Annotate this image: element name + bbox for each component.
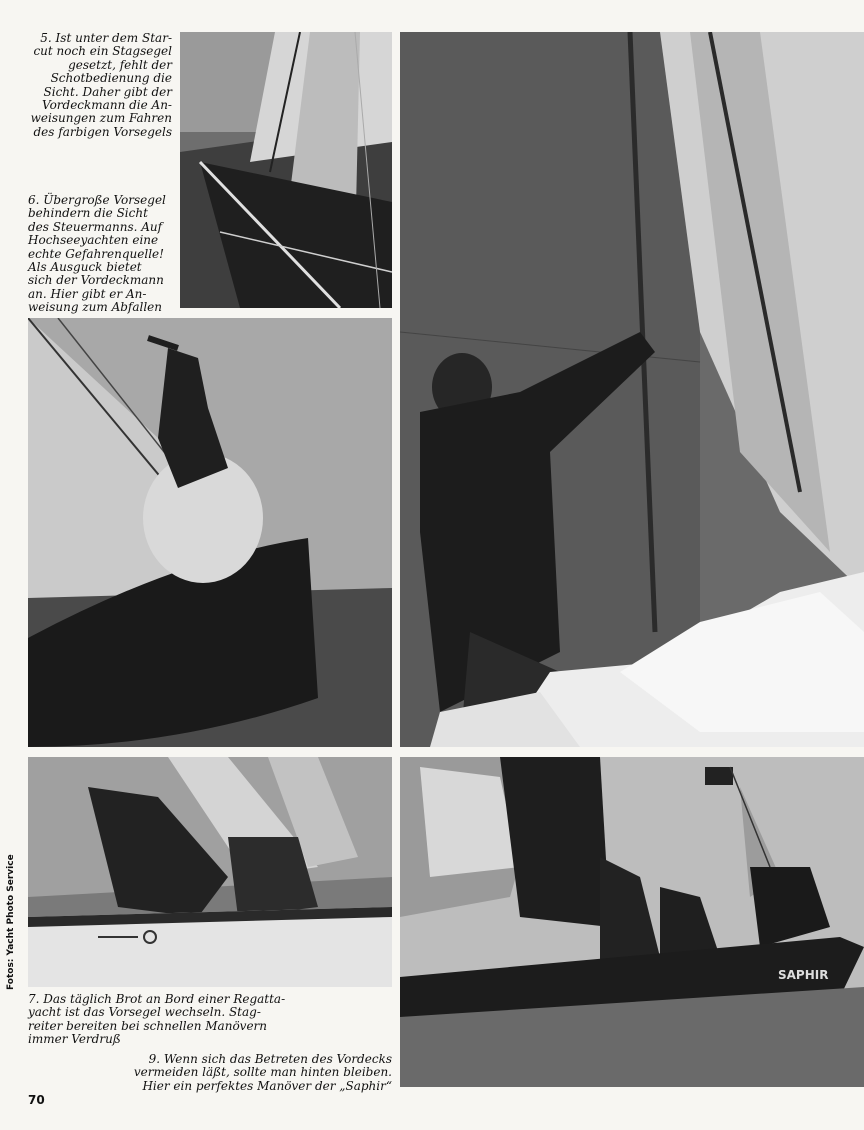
photo-yacht-heeling — [180, 32, 392, 308]
photo-credit: Fotos: Yacht Photo Service — [6, 854, 16, 990]
caption-7: 7. Das täglich Brot an Bord einer Regatta- yacht ist das Vorsegel wechseln. Stag- reiter bereiten bei schnellen Manövern immer Verdruß — [28, 992, 286, 1047]
page-number: 70 — [28, 1093, 45, 1107]
photo-foredeck-lookout — [28, 318, 392, 747]
caption-9: 9. Wenn sich das Betreten des Vordecks vermeiden läßt, sollte man hinten bleiben. Hier ein perfektes Manöver der „Saphir“ — [133, 1052, 392, 1093]
caption-5: 5. Ist unter dem Star- cut noch ein Stagsegel gesetzt, fehlt der Schotbedienung die Sicht. Daher gibt der Vordeckmann die An- weisungen zum Fahren des farbigen Vorsegels — [30, 31, 172, 139]
photo-yacht-saphir — [400, 757, 864, 1087]
caption-6: 6. Übergroße Vorsegel behindern die Sicht des Steuermanns. Auf Hochseeyachten eine echte Gefahrenquelle! Als Ausguck bietet sich der Vordeckmann an. Hier gibt er An- weisung zum Abfallen — [28, 193, 166, 315]
photo-sailor-at-mast — [400, 32, 864, 747]
hull-lettering: SAPHIR — [778, 968, 829, 982]
photo-headsail-change — [28, 757, 392, 987]
